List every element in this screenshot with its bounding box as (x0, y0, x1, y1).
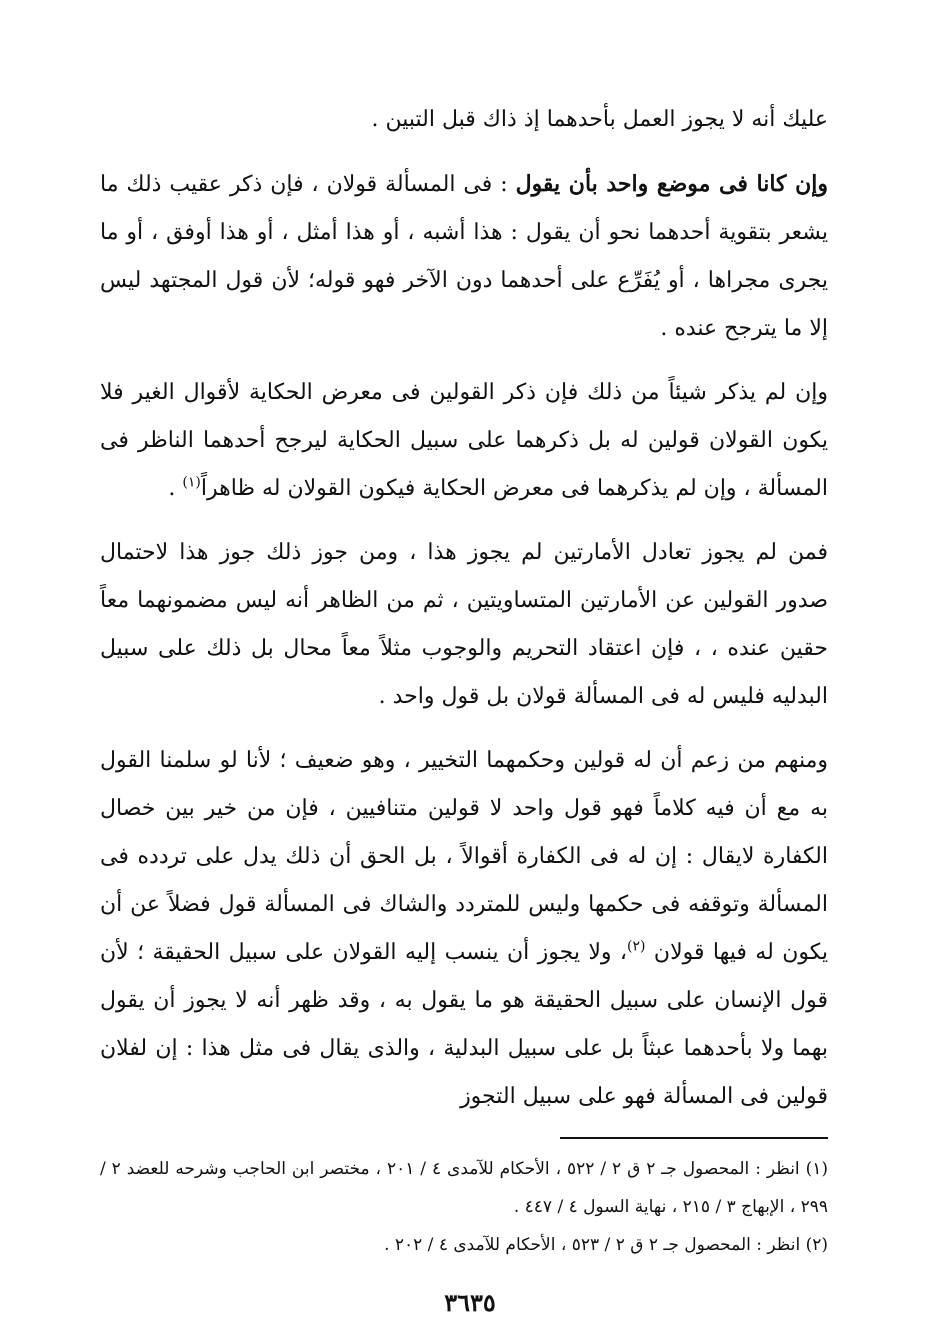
paragraph-4 (100, 529, 828, 721)
paragraph-2 (100, 160, 828, 353)
footnote-separator (560, 1137, 828, 1139)
paragraph-5-after: ، ولا يجوز أن ينسب إليه القولان على سبيل الحقيقة ؛ لأن قول الإنسان على سبيل الحقيقة هو ما يقول به ، وقد ظهر أنه لا يجوز أن يقول بهما ولا بأحدهما عبثاً بل على سبيل البدلية ، والذى يقال فى مثل هذا : إن لفلان قولين فى المسألة فهو على سبيل التجوز (100, 940, 828, 1109)
footnote-ref-2: (٢) (627, 938, 646, 955)
paragraph-3-text: وإن لم يذكر شيئاً من ذلك فإن ذكر القولين فى معرض الحكاية لأقوال الغير فلا يكون القولان قولين له بل ذكرهما على سبيل الحكاية ليرجح أحدهما الناظر فى المسألة ، وإن لم يذكرهما فى معرض الحكاية فيكون القولان له ظاهراً (100, 380, 828, 501)
page-number: ٣٦٣٥ (444, 1288, 496, 1317)
paragraph-3 (100, 369, 828, 513)
footnotes (100, 1150, 828, 1264)
footnote-ref-1: (١) (182, 474, 201, 491)
paragraph-1 (100, 96, 828, 144)
paragraph-1-text: عليك أنه لا يجوز العمل بأحدهما إذ ذاك قبل التبين . (371, 107, 828, 132)
main-text (100, 96, 828, 1121)
paragraph-5 (100, 737, 828, 1121)
paragraph-2-lead: وإن كانا فى موضع واحد بأن يقول (515, 171, 828, 197)
paragraph-2-text: : فى المسألة قولان ، فإن ذكر عقيب ذلك ما يشعر بتقوية أحدهما نحو أن يقول : هذا أشبه ، أو هذا أمثل ، أو هذا أوفق ، أو ما يجرى مجراها ، أو يُفَرِّع على أحدهما دون الآخر فهو قوله؛ لأن قول المجتهد ليس إلا ما يترجح عنده . (100, 172, 829, 341)
paragraph-5-text: ومنهم من زعم أن له قولين وحكمهما التخيير ، وهو ضعيف ؛ لأنا لو سلمنا القول به مع أن فيه كلاماً فهو قول واحد لا قولين متنافيين ، فإن من خير بين خصال الكفارة لايقال : إن له فى الكفارة أقوالاً ، بل الحق أن ذلك يدل على تردده فى المسألة وتوقفه فى حكمها وليس للمتردد والشاك فى المسألة قول فضلاً عن أن يكون له فيها قولان (100, 748, 828, 965)
footnote-1: (١) انظر : المحصول جـ ٢ ق ٢ / ٥٢٢ ، الأحكام للآمدى ٤ / ٢٠١ ، مختصر ابن الحاجب وشرحه للعضد ٢ / ٢٩٩ ، الإبهاج ٣ / ٢١٥ ، نهاية السول ٤ / ٤٤٧ . (100, 1159, 828, 1217)
footnote-2: (٢) انظر : المحصول جـ ٢ ق ٢ / ٥٢٣ ، الأحكام للآمدى ٤ / ٢٠٢ . (384, 1235, 828, 1255)
paragraph-3-after: . (168, 476, 183, 501)
paragraph-4-text: فمن لم يجوز تعادل الأمارتين لم يجوز هذا ، ومن جوز ذلك جوز هذا لاحتمال صدور القولين عن الأمارتين المتساويتين ، ثم من الظاهر أنه ليس مضمونهما معاً حقين عنده ، ، فإن اعتقاد التحريم والوجوب مثلاً معاً محال بل ذلك على سبيل البدليه فليس له فى المسألة قولان بل قول واحد . (100, 540, 828, 709)
